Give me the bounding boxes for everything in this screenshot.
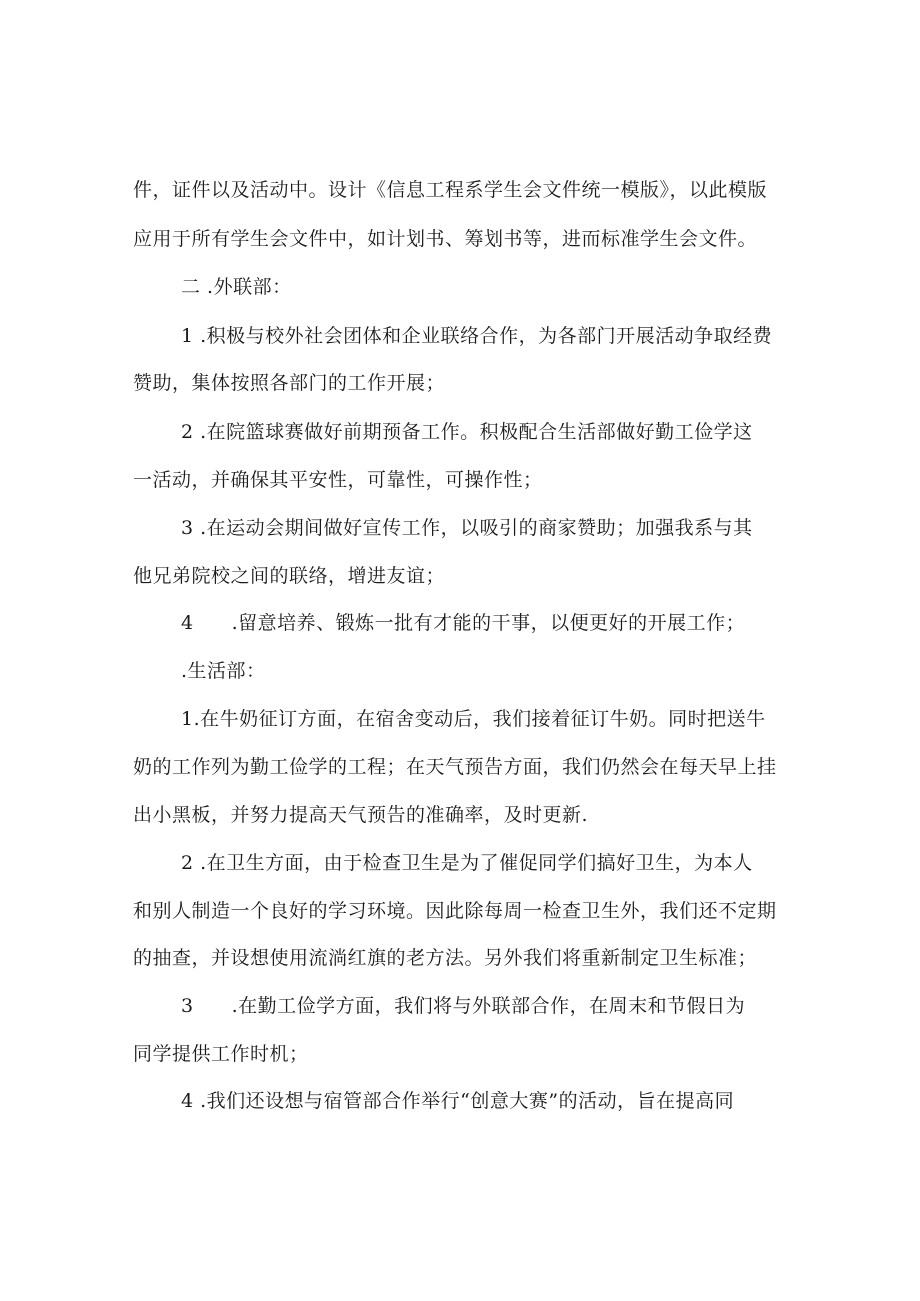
list-item-4: [181, 611, 793, 635]
text-line: 3 .在运动会期间做好宣传工作，以吸引的商家赞助；加强我系与其: [181, 517, 753, 539]
text-line: 2 .在院篮球赛做好前期预备工作。积极配合生活部做好勤工俭学这: [181, 421, 753, 443]
text-line: 同学提供工作时机；: [133, 1043, 309, 1065]
section-heading-waillian: 二 .外联部：: [181, 276, 292, 298]
text-line: 的抽查，并设想使用流淌红旗的老方法。另外我们将重新制定卫生标准；: [133, 947, 758, 969]
text-line: 一活动，并确保其平安性，可靠性，可操作性；: [133, 469, 543, 491]
text-line: 2 .在卫生方面，由于检查卫生是为了催促同学们搞好卫生，为本人: [181, 852, 753, 874]
text-line: 赞助，集体按照各部门的工作开展；: [133, 372, 446, 394]
text-line: 他兄弟院校之间的联络，增进友谊；: [133, 565, 446, 587]
text-line: 和别人制造一个良好的学习环境。因此除每周一检查卫生外，我们还不定期: [133, 900, 777, 922]
list-text: .在勤工俭学方面，我们将与外联部合作，在周末和节假日为: [231, 995, 746, 1017]
text-line: 4 .我们还设想与宿管部合作举行“创意大赛”的活动，旨在提高同: [181, 1090, 735, 1112]
list-number: 3: [181, 995, 194, 1017]
text-line: 件，证件以及活动中。设计《信息工程系学生会文件统一模版》，以此模版: [133, 179, 768, 201]
text-line: 1.在牛奶征订方面，在宿舍变动后，我们接着征订牛奶。同时把送牛: [181, 708, 766, 730]
text-line: 1 .积极与校外社会团体和企业联络合作，为各部门开展活动争取经费: [181, 325, 773, 347]
text-line: 奶的工作列为勤工俭学的工程；在天气预告方面，我们仍然会在每天早上挂: [133, 756, 777, 778]
text-line: 出小黑板，并努力提高天气预告的准确率，及时更新.: [133, 804, 589, 826]
list-item-3: [181, 994, 793, 1018]
list-text: .留意培养、锻炼一批有才能的干事，以便更好的开展工作；: [231, 612, 746, 634]
list-number: 4: [181, 612, 194, 634]
text-line: 应用于所有学生会文件中，如计划书、筹划书等，进而标准学生会文件。: [133, 228, 758, 250]
section-heading-shenghuo: .生活部：: [181, 660, 266, 682]
